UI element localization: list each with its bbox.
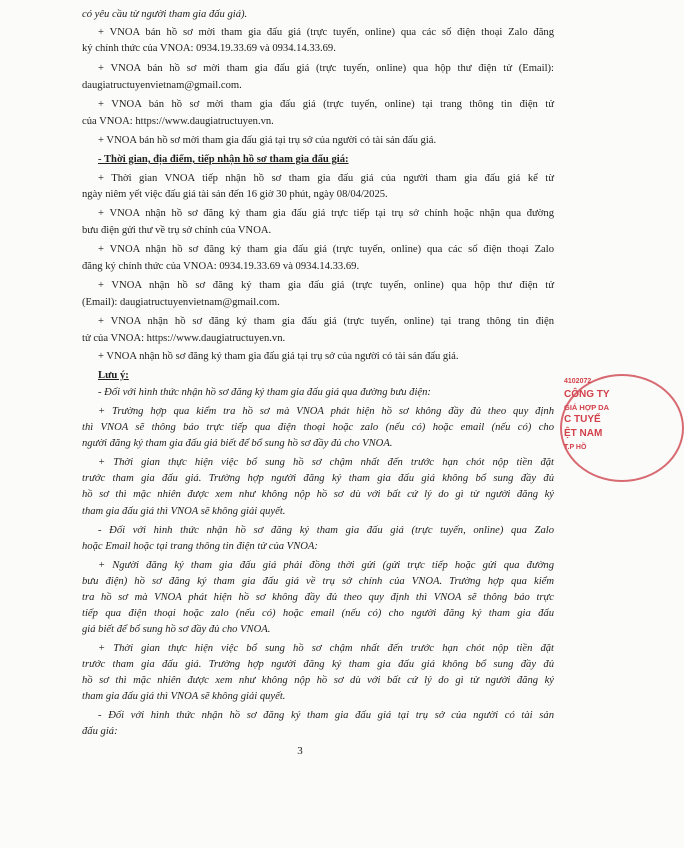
text-line: đấu giá: — [82, 726, 118, 737]
seal-text: ỆT NAM — [564, 428, 603, 439]
text-line: bưu điện gửi thư về trụ sở chính của VNOA. — [82, 225, 272, 236]
text-line: + VNOA bán hồ sơ mời tham gia đấu giá (trực tuyến, online) qua các số điện thoại Zalo đăng — [98, 27, 554, 38]
text-line: tra hồ sơ mà VNOA phát hiện hồ sơ không đầy đủ theo quy định thì VNOA sẽ thông báo trực — [82, 592, 554, 603]
text-line: đăng ký chính thức của VNOA: 0934.19.33.69 và 0934.14.33.69. — [82, 261, 360, 272]
text-line: bưu điện) hồ sơ đăng ký tham gia đấu giá về trụ sở chính của VNOA. Trường hợp qua kiểm — [82, 576, 554, 587]
text-line: - Đối với hình thức nhận hồ sơ đăng ký tham gia đấu giá tại trụ sở của người có tài sản — [98, 710, 554, 721]
text-line: - Đối với hình thức nhận hồ sơ đăng ký tham gia đấu giá qua đường bưu điện: — [98, 387, 431, 398]
text-line: (Email): daugiatructuyenvietnam@gmail.com. — [82, 297, 280, 308]
text-line: + VNOA bán hồ sơ mời tham gia đấu giá tại trụ sở của người có tài sản đấu giá. — [98, 135, 437, 146]
text-line: tham gia đấu giá thì VNOA sẽ không giải quyết. — [82, 691, 286, 702]
text-line: hồ sơ thì mặc nhiên được xem như không nộp hồ sơ dù với bất cứ lý do gì từ người đăng ký — [82, 489, 554, 500]
text-line: + Trường hợp qua kiểm tra hồ sơ mà VNOA phát hiện hồ sơ không đầy đủ theo quy định — [98, 406, 554, 417]
text-line: + VNOA nhận hồ sơ đăng ký tham gia đấu giá trực tiếp tại trụ sở chính hoặc nhận qua đường — [98, 208, 554, 219]
text-line: + Người đăng ký tham gia đấu giá phải đồng thời gửi (gửi trực tiếp hoặc gửi qua đường — [98, 560, 554, 571]
text-line: giá biết để bổ sung hồ sơ đầy đủ cho VNOA. — [82, 624, 271, 635]
text-line: hồ sơ thì mặc nhiên được xem như không nộp hồ sơ dù với bất cứ lý do gì từ người đăng ký — [82, 675, 554, 686]
text-line: ngày niêm yết việc đấu giá tài sản đến 16 giờ 30 phút, ngày 08/04/2025. — [82, 189, 388, 200]
seal-text: C TUYẾ — [564, 414, 601, 425]
text-line: tiếp qua điện thoại hoặc zalo (nếu có) hoặc email (nếu có) cho người đăng ký tham gia đấu — [82, 608, 554, 619]
seal-text: GIÁ HỢP DA — [564, 403, 610, 412]
text-line: ký chính thức của VNOA: 0934.19.33.69 và 0934.14.33.69. — [82, 43, 336, 54]
text-line: tử của VNOA: https://www.daugiatructuyen.vn. — [82, 333, 286, 344]
page-number: 3 — [297, 745, 303, 757]
text-line: daugiatructuyenvietnam@gmail.com. — [82, 80, 242, 91]
text-line: trước tham gia đấu giá. Trường hợp người đăng ký tham gia đấu giá không bổ sung đầy đủ — [82, 659, 554, 670]
text-line: người đăng ký tham gia đấu giá biết để bổ sung hồ sơ đầy đủ cho VNOA. — [82, 438, 393, 449]
text-line: + VNOA nhận hồ sơ đăng ký tham gia đấu giá (trực tuyến, online) qua các số điện thoại Zalo — [98, 244, 554, 255]
text-line: + Thời gian thực hiện việc bổ sung hồ sơ chậm nhất đến trước hạn chót nộp tiền đặt — [98, 457, 554, 468]
text-line: trước tham gia đấu giá. Trường hợp người đăng ký tham gia đấu giá không bổ sung đầy đủ — [82, 473, 554, 484]
text-line: + VNOA bán hồ sơ mời tham gia đấu giá (trực tuyến, online) tại trang thông tin điện tử — [98, 99, 554, 110]
seal-text: T.P HỒ — [564, 444, 587, 451]
text-line: + VNOA nhận hồ sơ đăng ký tham gia đấu giá tại trụ sở của người có tài sản đấu giá. — [98, 351, 459, 362]
text-line: hoặc Email hoặc tại trang thông tin điện tử của VNOA: — [82, 541, 318, 552]
text-line: có yêu cầu từ người tham gia đấu giá). — [82, 9, 248, 20]
text-line: tham gia đấu giá thì VNOA sẽ không giải quyết. — [82, 506, 286, 517]
text-line: + VNOA nhận hồ sơ đăng ký tham gia đấu giá (trực tuyến, online) qua hộp thư điện tử — [98, 280, 554, 291]
seal-text: CÔNG TY — [564, 389, 610, 400]
text-line: - Đối với hình thức nhận hồ sơ đăng ký tham gia đấu giá (trực tuyến, online) qua Zalo — [98, 525, 554, 536]
text-line: + VNOA bán hồ sơ mời tham gia đấu giá (trực tuyến, online) qua hộp thư điện tử (Email): — [98, 63, 554, 74]
text-line: của VNOA: https://www.daugiatructuyen.vn. — [82, 116, 274, 127]
text-line: + Thời gian VNOA tiếp nhận hồ sơ tham gia đấu giá của người tham gia đấu giá kể từ — [98, 173, 554, 184]
text-line: + Thời gian thực hiện việc bổ sung hồ sơ chậm nhất đến trước hạn chót nộp tiền đặt — [98, 643, 554, 654]
text-line: - Thời gian, địa điểm, tiếp nhận hồ sơ tham gia đấu giá: — [98, 154, 349, 165]
text-line: + VNOA nhận hồ sơ đăng ký tham gia đấu giá (trực tuyến, online) tại trang thông tin điện — [98, 316, 554, 327]
text-line: Lưu ý: — [98, 370, 129, 381]
seal-text: 4102072 — [564, 378, 592, 385]
company-seal-stamp — [558, 372, 610, 484]
text-line: thì VNOA sẽ thông báo trực tiếp qua điện thoại hoặc zalo (nếu có) hoặc email (nếu có) cho — [82, 422, 554, 433]
